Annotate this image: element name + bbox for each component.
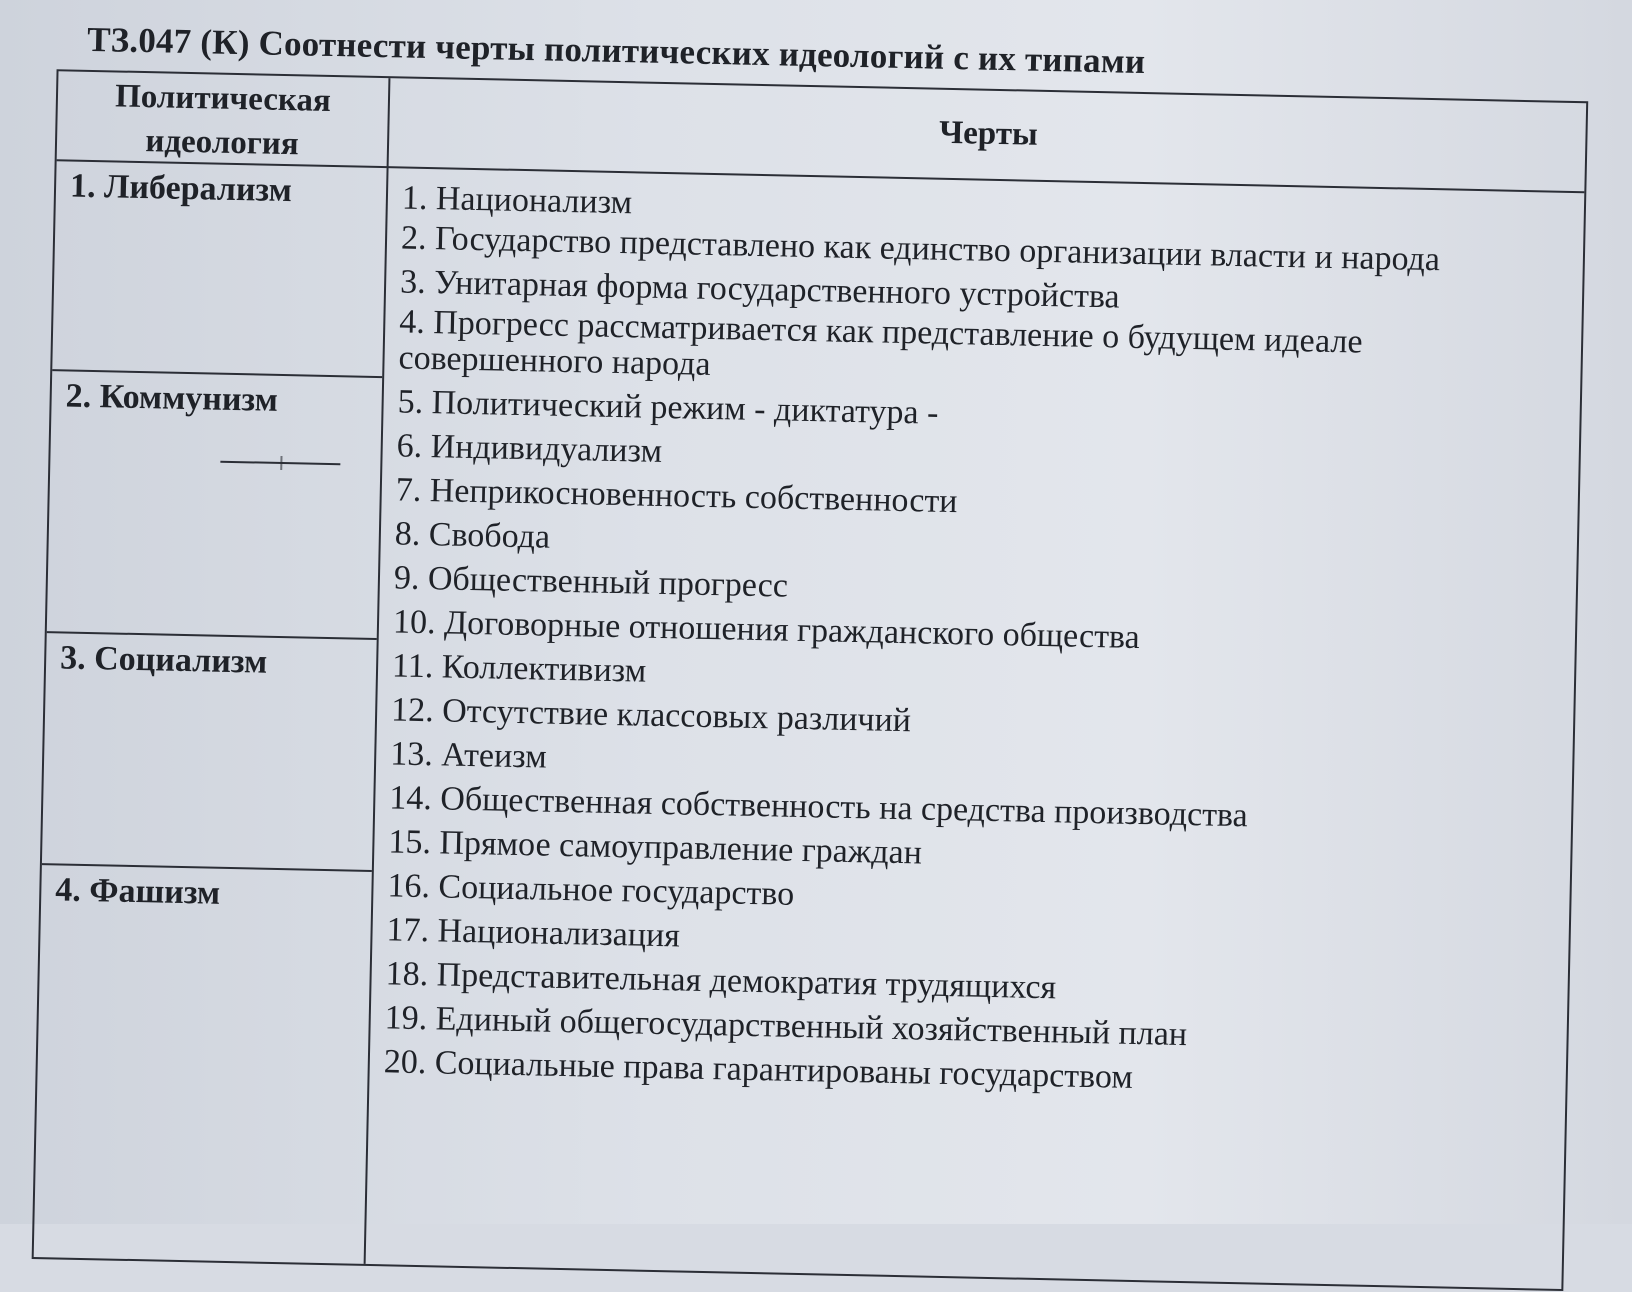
header-ideology: Политическая идеология (114, 78, 332, 163)
ideology-fascism (34, 865, 372, 1262)
feature-item: 13. Атеизм (389, 735, 548, 776)
feature-item: 6. Индивидуализм (396, 427, 663, 470)
feature-item: 16. Социальное государство (387, 867, 795, 913)
ideology-socialism (42, 633, 377, 872)
feature-item: 12. Отсутствие классовых различий (390, 691, 912, 740)
feature-item: 9. Общественный прогресс (393, 559, 789, 605)
feature-item: 17. Национализация (386, 911, 681, 955)
feature-item: 11. Коллективизм (391, 647, 647, 690)
ideology-label: 4. Фашизм (54, 871, 221, 912)
feature-item: 2. Государство представлено как единство организации власти и народа (400, 219, 1441, 279)
pen-mark (220, 461, 340, 466)
feature-item: 14. Общественная собственность на средства производства (388, 779, 1249, 835)
feature-item: 15. Прямое самоуправление граждан (388, 823, 923, 872)
ideology-label: 3. Социализм (59, 639, 268, 681)
ideology-liberalism (52, 161, 386, 378)
feature-item: 10. Договорные отношения гражданского общества (392, 603, 1141, 657)
ideology-label: 1. Либерализм (69, 167, 293, 210)
ideology-communism (47, 371, 382, 640)
header-features: Черты (938, 114, 1039, 153)
matching-table (32, 69, 1589, 1291)
feature-item: 1. Национализм (401, 179, 633, 222)
feature-item: 8. Свобода (394, 515, 551, 556)
features-list (383, 176, 1572, 1108)
feature-item: 3. Унитарная форма государственного устройства (399, 263, 1120, 316)
feature-item: 18. Представительная демократия трудящихся (385, 955, 1057, 1007)
feature-item: 7. Неприкосновенность собственности (395, 471, 958, 521)
ideology-label: 2. Коммунизм (65, 377, 279, 419)
feature-item: 20. Социальные права гарантированы государством (383, 1043, 1134, 1096)
feature-item: 4. Прогресс рассматривается как представление о будущем идеале совершенного народа (398, 303, 1363, 383)
feature-item: 5. Политический режим - диктатура - (397, 383, 939, 432)
feature-item: 19. Единый общегосударственный хозяйственный план (384, 999, 1188, 1054)
task-title: ТЗ.047 (К) Соотнести черты политических идеологий с их типами (86, 19, 1146, 81)
